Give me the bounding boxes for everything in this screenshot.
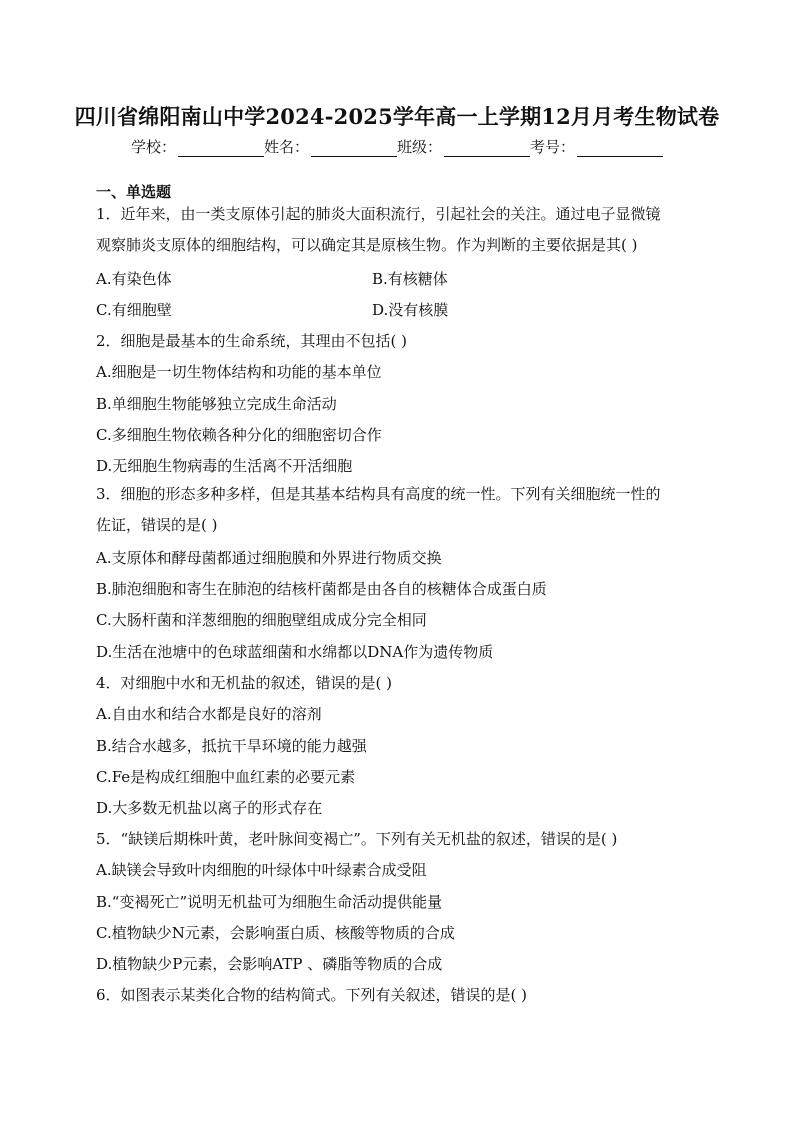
question-1-option-d: D.没有核膜: [372, 301, 449, 319]
section-heading: 一、单选题: [96, 183, 172, 201]
question-2-option-d: D.无细胞生物病毒的生活离不开活细胞: [96, 457, 353, 475]
school-blank: [178, 142, 264, 157]
question-3-line-2: 佐证，错误的是( ): [96, 516, 218, 534]
question-3-option-b: B.肺泡细胞和寄生在肺泡的结核杆菌都是由各自的核糖体合成蛋白质: [96, 580, 547, 598]
question-3-stem: [96, 479, 696, 541]
question-4-option-c: C.Fe是构成红细胞中血红素的必要元素: [96, 768, 356, 786]
question-5-option-c: C.植物缺少N元素，会影响蛋白质、核酸等物质的合成: [96, 924, 455, 942]
school-field: [131, 136, 264, 157]
class-blank: [444, 142, 530, 157]
name-field: [264, 136, 397, 157]
question-2-option-a: A.细胞是一切生物体结构和功能的基本单位: [96, 363, 382, 381]
question-3-option-c: C.大肠杆菌和洋葱细胞的细胞壁组成成分完全相同: [96, 611, 427, 629]
question-4-option-b: B.结合水越多，抵抗干旱环境的能力越强: [96, 737, 367, 755]
name-label: 姓名：: [263, 138, 309, 156]
question-4-option-a: A.自由水和结合水都是良好的溶剂: [96, 705, 322, 723]
question-4-option-d: D.大多数无机盐以离子的形式存在: [96, 799, 323, 817]
number-blank: [577, 142, 663, 157]
question-2-option-b: B.单细胞生物能够独立完成生命活动: [96, 395, 337, 413]
question-1-line-2: 观察肺炎支原体的细胞结构，可以确定其是原核生物。作为判断的主要依据是其( ): [96, 236, 638, 254]
question-3-option-d: D.生活在池塘中的色球蓝细菌和水绵都以DNA作为遗传物质: [96, 643, 494, 661]
question-1-option-c: C.有细胞壁: [96, 301, 172, 319]
question-1-stem: [96, 199, 696, 261]
question-4-stem: 4．对细胞中水和无机盐的叙述，错误的是( ): [96, 674, 393, 692]
student-info-row: [0, 136, 794, 157]
number-field: [530, 136, 663, 157]
question-1-option-a: A.有染色体: [96, 270, 172, 288]
page-title: 四川省绵阳南山中学2024-2025学年高一上学期12月月考生物试卷: [74, 104, 720, 129]
question-1-line-1: 1．近年来，由一类支原体引起的肺炎大面积流行，引起社会的关注。通过电子显微镜: [96, 205, 661, 223]
name-blank: [311, 142, 397, 157]
question-2-stem: 2．细胞是最基本的生命系统，其理由不包括( ): [96, 332, 408, 350]
number-label: 考号：: [530, 138, 576, 156]
question-5-option-d: D.植物缺少P元素，会影响ATP 、磷脂等物质的合成: [96, 955, 443, 973]
class-field: [397, 136, 530, 157]
class-label: 班级：: [397, 138, 443, 156]
question-3-option-a: A.支原体和酵母菌都通过细胞膜和外界进行物质交换: [96, 549, 442, 567]
question-5-option-a: A.缺镁会导致叶肉细胞的叶绿体中叶绿素合成受阻: [96, 861, 427, 879]
question-2-option-c: C.多细胞生物依赖各种分化的细胞密切合作: [96, 426, 382, 444]
question-6-stem: 6．如图表示某类化合物的结构简式。下列有关叙述，错误的是( ): [96, 986, 528, 1004]
question-5-stem: 5．“缺镁后期株叶黄，老叶脉间变褐亡”。下列有关无机盐的叙述，错误的是( ): [96, 830, 618, 848]
question-5-option-b: B.“变褐死亡”说明无机盐可为细胞生命活动提供能量: [96, 893, 443, 911]
question-1-option-b: B.有核糖体: [372, 270, 448, 288]
question-3-line-1: 3．细胞的形态多种多样，但是其基本结构具有高度的统一性。下列有关细胞统一性的: [96, 485, 661, 503]
school-label: 学校：: [130, 138, 176, 156]
